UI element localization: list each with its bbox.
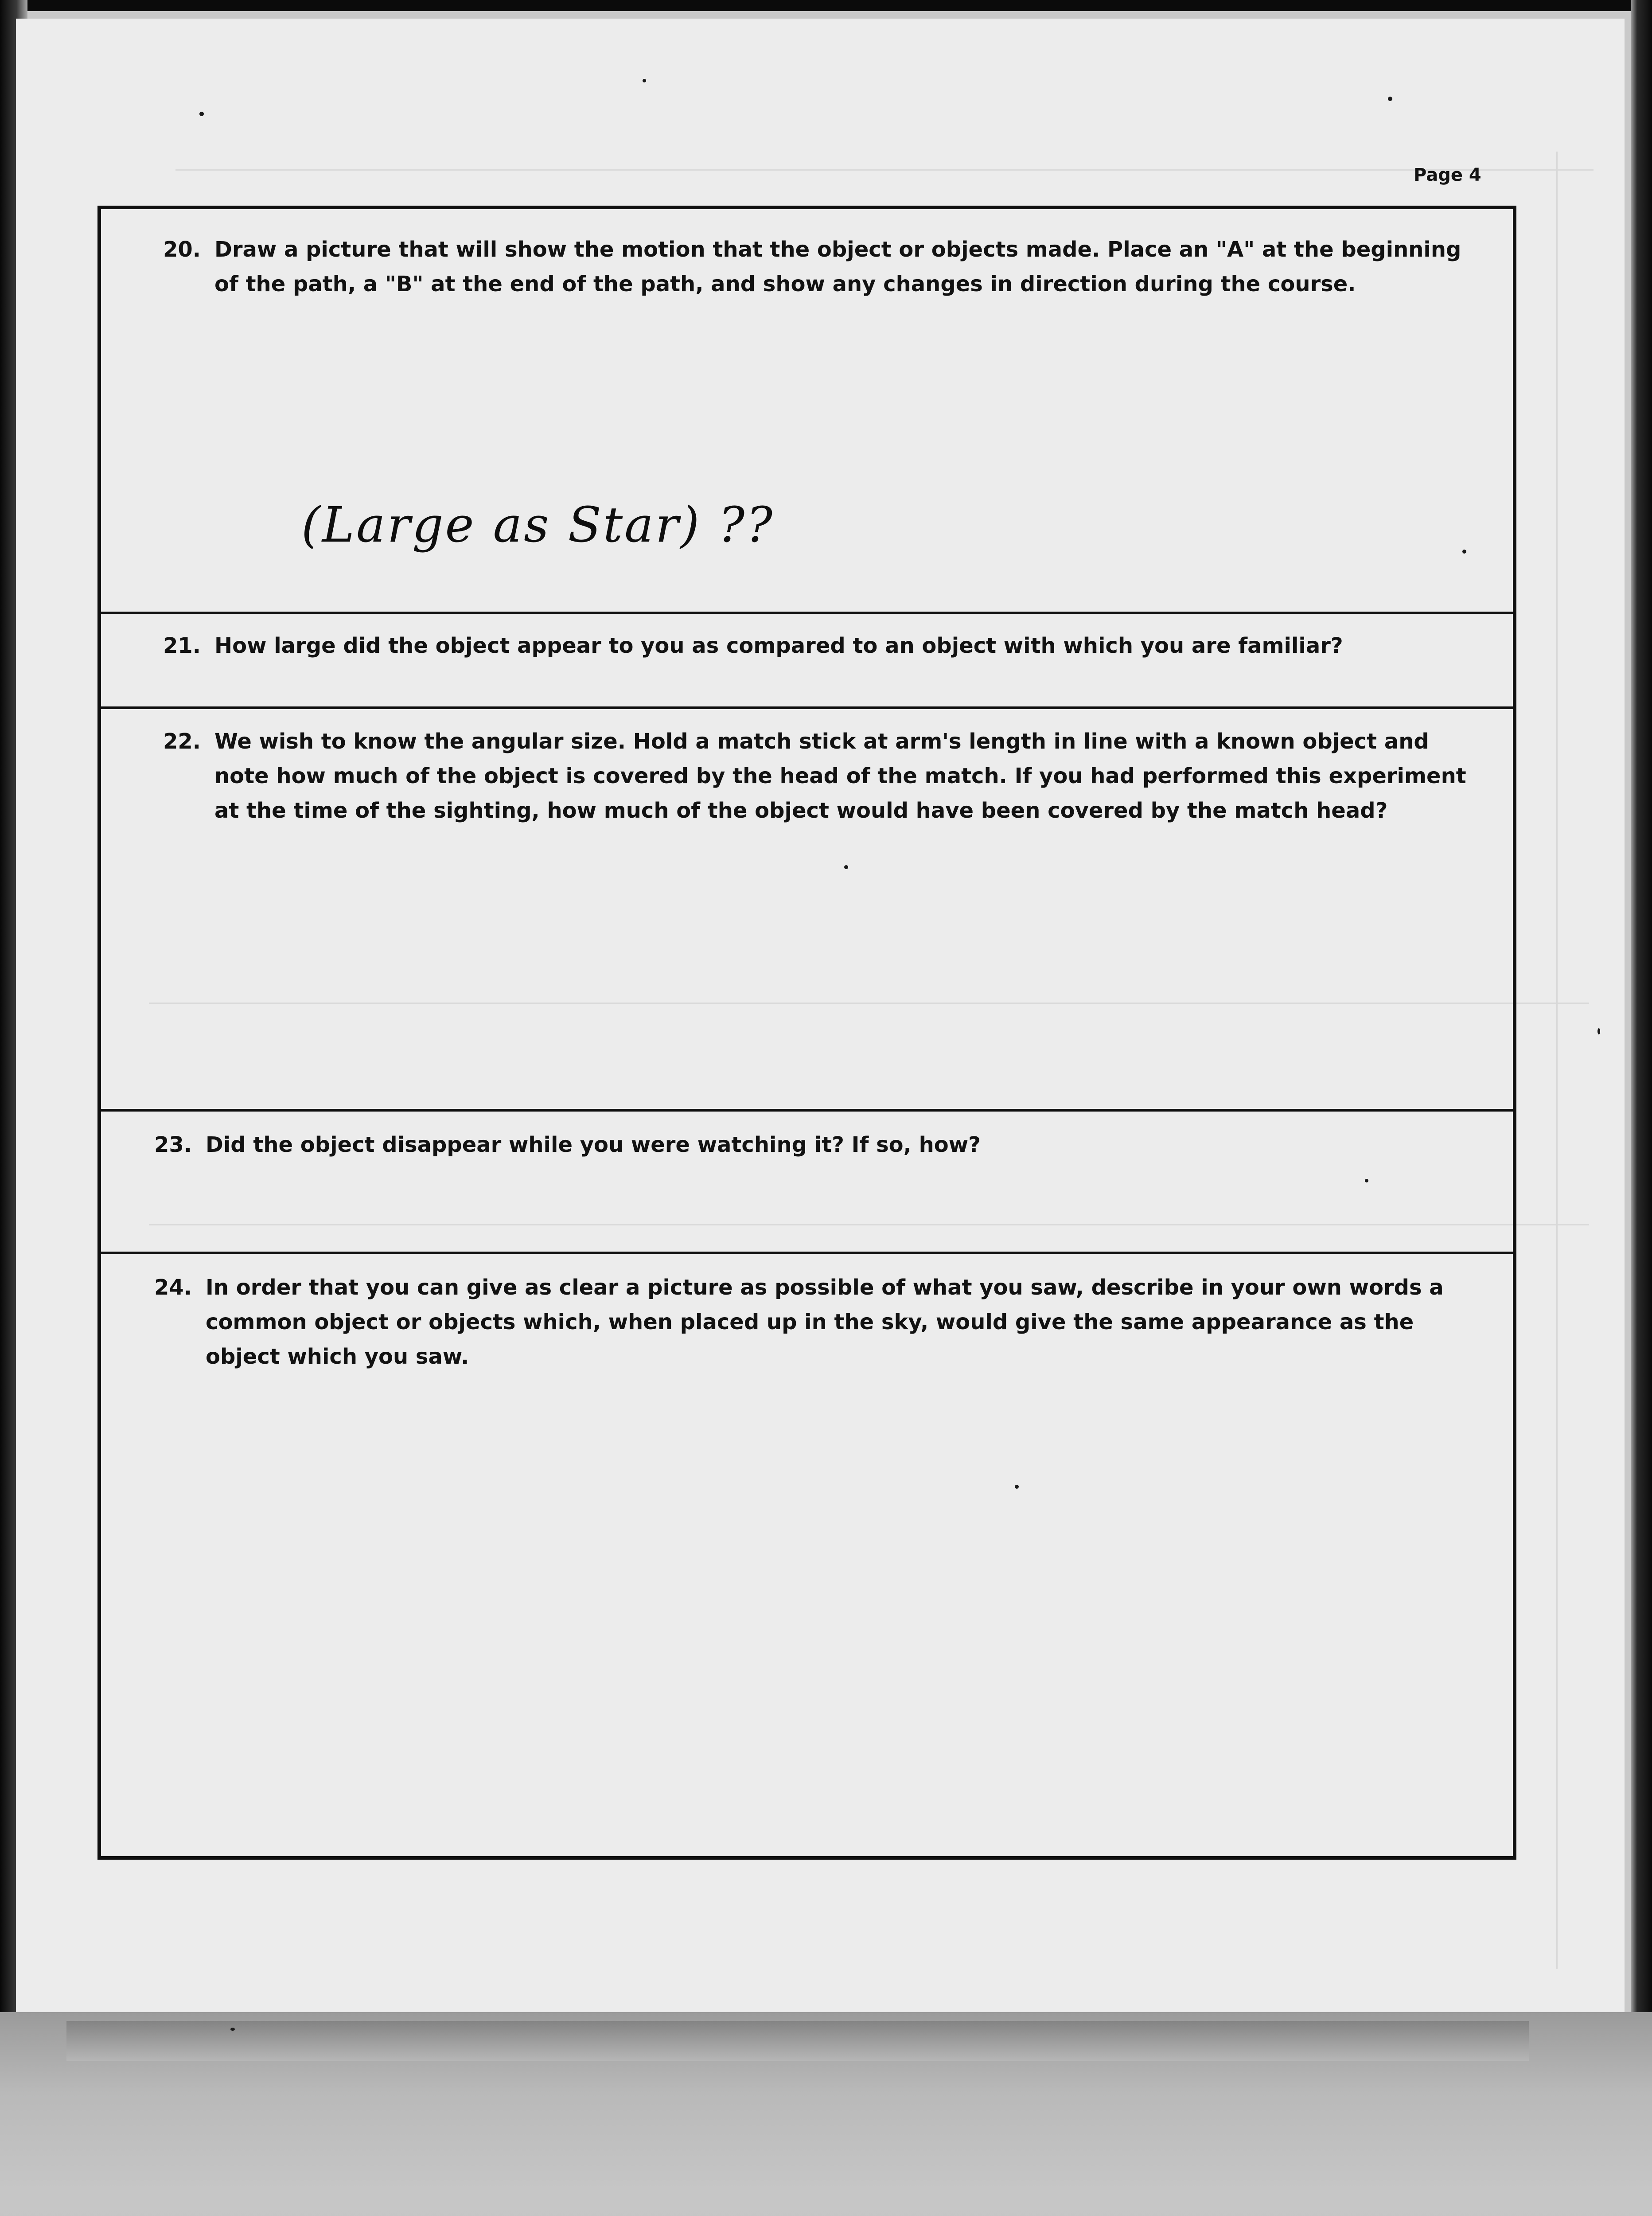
scan-speck <box>1462 550 1466 554</box>
section-divider <box>101 706 1513 709</box>
page-shadow <box>66 2021 1529 2061</box>
section-divider <box>101 612 1513 614</box>
scan-speck <box>1015 1485 1019 1489</box>
scan-frame-top <box>0 0 1652 11</box>
question-text: Draw a picture that will show the motion that the object or objects made. Place an "A" at the beginning of the path, a "B" at the end of the path, and show any changes in direction during the course. <box>214 237 1461 297</box>
scan-frame-right <box>1631 0 1652 2083</box>
question-21 <box>163 628 1484 663</box>
scan-speck <box>1388 97 1392 101</box>
handwritten-answer <box>213 475 1276 586</box>
section-divider <box>101 1252 1513 1254</box>
handwritten-answer-text: (Large as Star) ?? <box>301 496 775 553</box>
question-number: 21. <box>163 633 201 658</box>
question-24 <box>154 1270 1475 1374</box>
question-number: 23. <box>154 1132 192 1157</box>
question-text: How large did the object appear to you as compared to an object with which you are familiar? <box>214 633 1343 658</box>
bleed-through-rule <box>175 169 1594 171</box>
section-divider <box>101 1109 1513 1112</box>
scan-speck <box>1365 1179 1368 1182</box>
scan-speck <box>230 2028 235 2031</box>
question-number: 22. <box>163 729 201 754</box>
scan-speck <box>643 79 646 82</box>
scan-speck <box>844 865 848 869</box>
question-20 <box>163 232 1484 301</box>
question-23 <box>154 1128 1484 1162</box>
question-number: 24. <box>154 1275 192 1300</box>
question-text: We wish to know the angular size. Hold a match stick at arm's length in line with a known object and note how much of the object is covered by the head of the match. If you had performed this experiment at the time of the sighting, how much of the object would have been covered by the match head? <box>214 729 1466 823</box>
question-text: Did the object disappear while you were watching it? If so, how? <box>206 1132 981 1157</box>
page-number: Page 4 <box>1414 165 1481 185</box>
question-text: In order that you can give as clear a picture as possible of what you saw, describe in your own words a common object or objects which, when placed up in the sky, would give the same appearance as the object which you saw. <box>206 1275 1444 1369</box>
scan-speck <box>199 112 204 116</box>
scan-speck <box>1597 1028 1600 1034</box>
question-number: 20. <box>163 237 201 262</box>
question-22 <box>163 724 1484 828</box>
bleed-through-rule <box>1556 152 1558 1969</box>
questionnaire-form <box>97 206 1516 1860</box>
